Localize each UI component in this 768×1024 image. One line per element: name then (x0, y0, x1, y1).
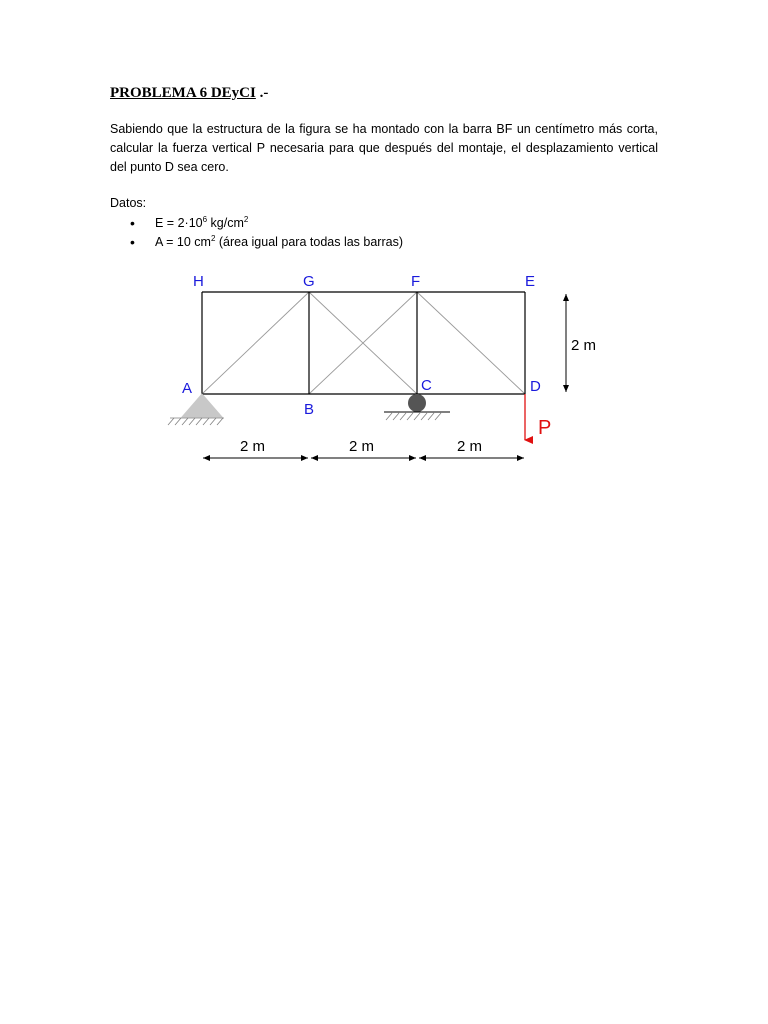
member-FD (417, 292, 525, 394)
problem-title-main: PROBLEMA 6 DEyCI (110, 85, 256, 101)
span2-label: 2 m (349, 438, 375, 455)
datos-item-area: • A = 10 $cm^2$ (área igual para todas las barras) (130, 233, 403, 252)
datos-label: Datos: (110, 196, 147, 210)
node-label-E: E (525, 273, 536, 290)
problem-title-suffix: .- (255, 85, 269, 101)
node-label-C: C (421, 377, 432, 394)
datos-item-modulus: • $E = 2\cdot 10^6$ $kg/cm^2$ (130, 214, 403, 233)
node-label-H: H (193, 273, 204, 290)
node-label-A: A (182, 380, 193, 397)
node-label-B: B (304, 401, 315, 418)
node-labels (182, 273, 541, 418)
problem-statement: Sabiendo que la estructura de la figura se ha montado con la barra BF un centímetro más corta, calcular la fuerza vertical P necesaria para que después del montaje, el desplazamiento vertical del punto D sea cero. (110, 122, 658, 174)
span1-label: 2 m (240, 438, 266, 455)
pin-support-A (168, 394, 224, 425)
roller-support-C (384, 394, 450, 420)
load-label: P (538, 417, 552, 439)
truss-diagonals (202, 292, 525, 394)
node-label-G: G (303, 273, 315, 290)
height-dimension-label: 2 m (571, 337, 597, 354)
span3-label: 2 m (457, 438, 483, 455)
node-label-F: F (411, 273, 421, 290)
node-label-D: D (530, 378, 541, 395)
member-AG (202, 292, 309, 394)
